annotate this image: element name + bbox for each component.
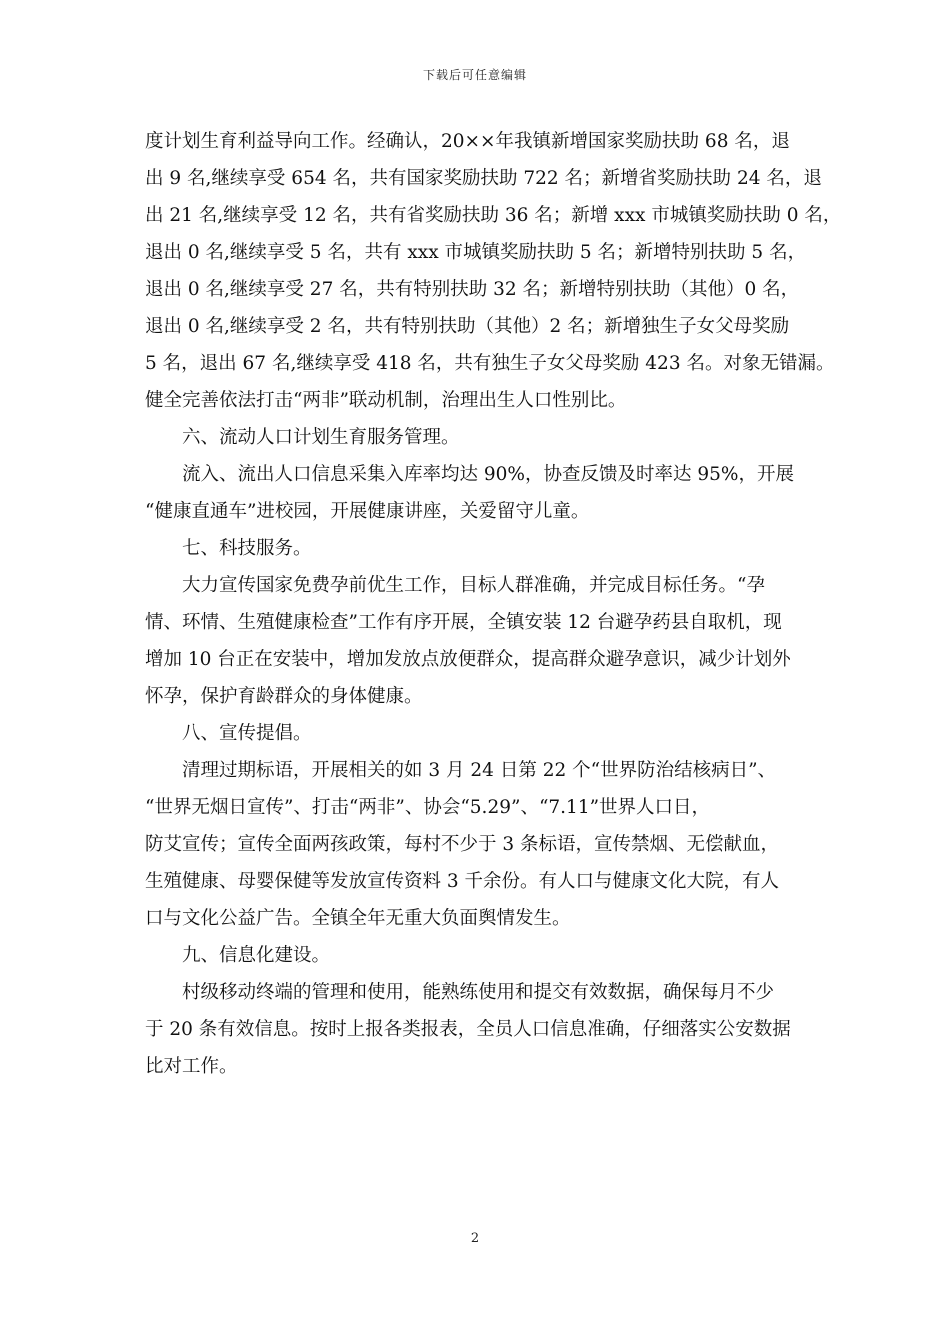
document-body <box>145 123 842 1085</box>
section-heading-6: 六、流动人口计划生育服务管理。 <box>182 427 460 448</box>
paragraph-start: 大力宣传国家免费孕前优生工作，目标人群准确，并完成目标任务。“孕 <box>182 575 765 596</box>
body-line: 退出 0 名,继续享受 5 名，共有 xxx 市城镇奖励扶助 5 名；新增特别扶助 5 名， <box>145 242 807 263</box>
body-line: 情、环情、生殖健康检查”工作有序开展，全镇安装 12 台避孕药县自取机，现 <box>145 612 782 633</box>
body-line: 5 名，退出 67 名,继续享受 418 名，共有独生子女父母奖励 423 名。对象无错漏。 <box>145 353 835 374</box>
body-line: 防艾宣传；宣传全面两孩政策，每村不少于 3 条标语，宣传禁烟、无偿献血， <box>145 834 780 855</box>
paragraph-start: 流入、流出人口信息采集入库率均达 90%，协查反馈及时率达 95%，开展 <box>182 464 795 485</box>
page-number: 2 <box>470 1231 480 1246</box>
body-line: 怀孕，保护育龄群众的身体健康。 <box>145 686 423 707</box>
paragraph-start: 清理过期标语，开展相关的如 3 月 24 日第 22 个“世界防治结核病日”、 <box>182 760 777 781</box>
body-line: 健全完善依法打击“两非”联动机制，治理出生人口性别比。 <box>145 390 627 411</box>
section-heading-7: 七、科技服务。 <box>182 538 312 559</box>
section-heading-9: 九、信息化建设。 <box>182 945 331 966</box>
body-line: 退出 0 名,继续享受 2 名，共有特别扶助（其他）2 名；新增独生子女父母奖励 <box>145 316 790 337</box>
section-heading-8: 八、宣传提倡。 <box>182 723 312 744</box>
body-line: 比对工作。 <box>145 1056 238 1077</box>
paragraph-start: 村级移动终端的管理和使用，能熟练使用和提交有效数据，确保每月不少 <box>182 982 775 1003</box>
body-line: 退出 0 名,继续享受 27 名，共有特别扶助 32 名；新增特别扶助（其他）0 名， <box>145 279 800 300</box>
body-line: 度计划生育利益导向工作。经确认，20××年我镇新增国家奖励扶助 68 名，退 <box>145 131 790 152</box>
body-line: 生殖健康、母婴保健等发放宣传资料 3 千余份。有人口与健康文化大院，有人 <box>145 871 780 892</box>
page-header: 下载后可任意编辑 <box>422 68 527 82</box>
body-line: “健康直通车”进校园，开展健康讲座，关爱留守儿童。 <box>145 501 590 522</box>
body-line: 于 20 条有效信息。按时上报各类报表，全员人口信息准确，仔细落实公安数据 <box>145 1019 791 1040</box>
body-line: 出 21 名,继续享受 12 名，共有省奖励扶助 36 名；新增 xxx 市城镇奖励扶助 0 名， <box>145 205 842 226</box>
body-line: 出 9 名,继续享受 654 名，共有国家奖励扶助 722 名；新增省奖励扶助 24 名，退 <box>145 168 822 189</box>
body-line: “世界无烟日宣传”、打击“两非”、协会“5.29”、“7.11”世界人口日， <box>145 797 711 818</box>
body-line: 口与文化公益广告。全镇全年无重大负面舆情发生。 <box>145 908 571 929</box>
body-line: 增加 10 台正在安装中，增加发放点放便群众，提高群众避孕意识，减少计划外 <box>145 649 791 670</box>
